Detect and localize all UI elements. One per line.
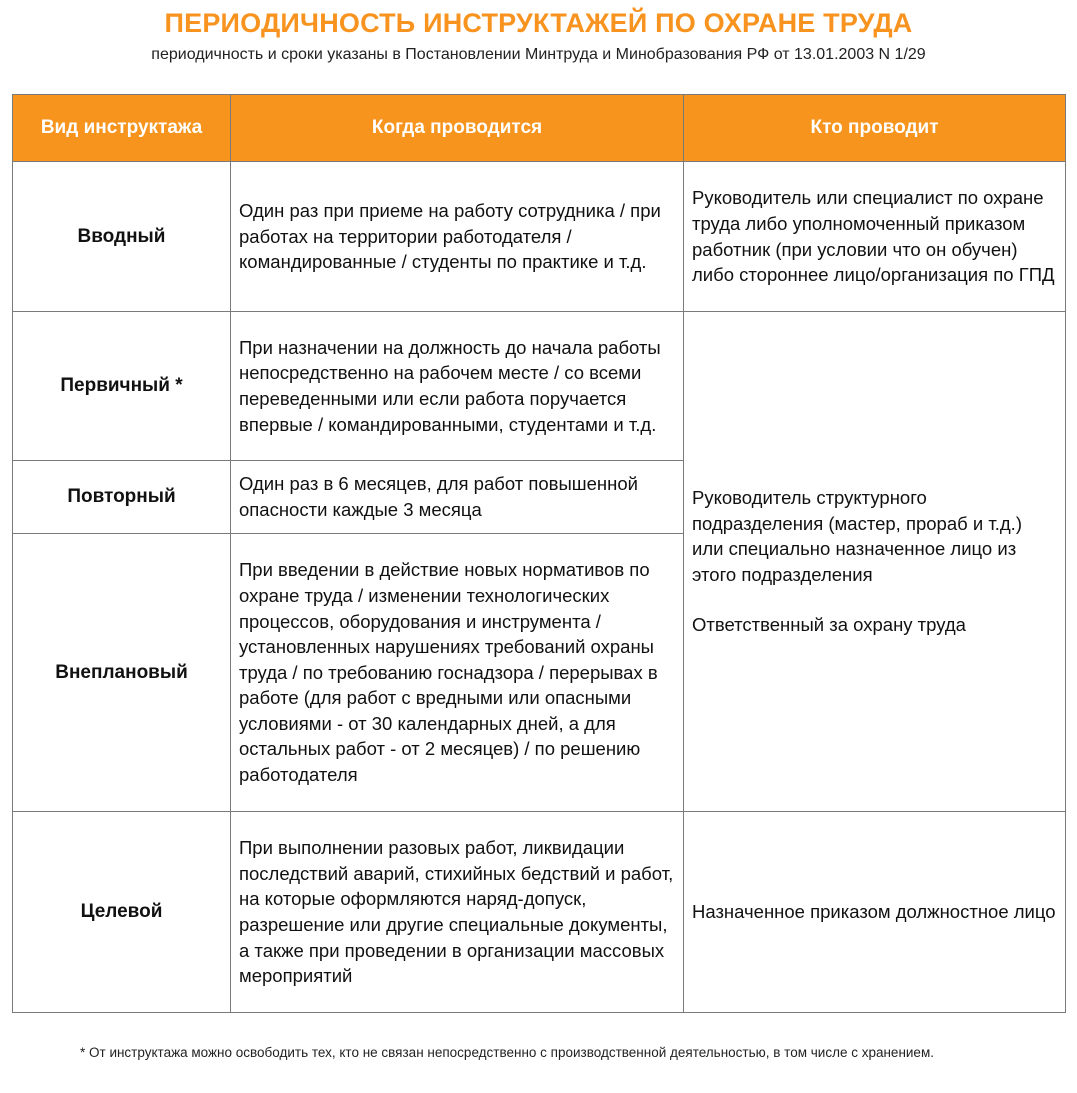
header-who: Кто проводит [684,95,1066,162]
kind-cell: Внеплановый [13,534,231,812]
kind-cell: Вводный [13,162,231,312]
instruction-table [12,94,1066,1013]
table-row-targeted [13,812,1066,1013]
kind-cell: Целевой [13,812,231,1013]
kind-cell: Первичный * [13,312,231,461]
page-title: ПЕРИОДИЧНОСТЬ ИНСТРУКТАЖЕЙ ПО ОХРАНЕ ТРУДА [164,8,913,38]
who-text: Руководитель структурного подразделения (мастер, прораб и т.д.) или специально назначенное лицо из этого подразделения [692,487,1022,585]
footnote: * От инструктажа можно освободить тех, кто не связан непосредственно с производственной деятельностью, в том числе с хранением. [80,1045,934,1060]
when-cell [231,534,684,812]
kind-cell: Повторный [13,461,231,534]
page-subtitle: периодичность и сроки указаны в Постановлении Минтруда и Минобразования РФ от 13.01.2003 N 1/29 [151,46,926,63]
who-cell [684,812,1066,1013]
when-text: При назначении на должность до начала работы непосредственно на рабочем месте / со всеми переведенными или если работа поручается впервые / командированными, студентами и т.д. [239,336,661,435]
table-row-introductory [13,162,1066,312]
when-cell [231,812,684,1013]
table-header-row [13,95,1066,162]
when-cell [231,162,684,312]
who-cell [684,162,1066,312]
spacer [692,587,1057,612]
who-text: Ответственный за охрану труда [692,614,966,636]
when-text: Один раз в 6 месяцев, для работ повышенной опасности каждые 3 месяца [239,473,638,520]
who-cell-merged [684,312,1066,812]
when-text: Один раз при приеме на работу сотрудника / при работах на территории работодателя / командированные / студенты по практике и т.д. [239,200,661,273]
who-text: Руководитель или специалист по охране труда либо уполномоченный приказом работник (при условии что он обучен) либо стороннее лицо/организация по ГПД [692,187,1055,286]
when-text: При выполнении разовых работ, ликвидации последствий аварий, стихийных бедствий и работ, на которые оформляются наряд-допуск, разрешение или другие специальные документы, а также при проведении в организации массовых мероприятий [239,837,674,987]
who-text: Назначенное приказом должностное лицо [692,901,1056,923]
header-kind: Вид инструктажа [13,95,231,162]
table-row-primary [13,312,1066,461]
header-when: Когда проводится [231,95,684,162]
when-cell [231,461,684,534]
when-cell [231,312,684,461]
when-text: При введении в действие новых нормативов по охране труда / изменении технологических процессов, оборудования и инструмента / установленных нарушениях требований охраны труда / по требованию госнадзора / перерывах в работе (для работ с вредными или опасными условиями - от 30 календарных дней, а для остальных работ - от 2 месяцев) / по решению работодателя [239,559,658,786]
